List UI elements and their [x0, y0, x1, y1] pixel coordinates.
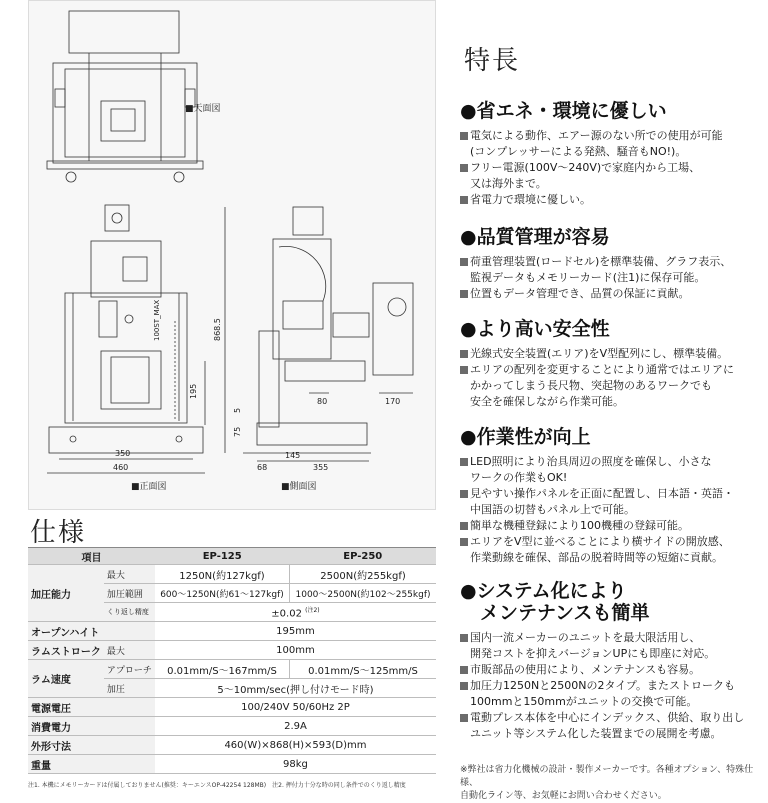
- cell-value: 0.01mm/S～167mm/S: [155, 660, 290, 679]
- list-item: エリアの配列を変更することにより通常ではエリアに かかってしまう長尺物、突起物のあるワークでも 安全を確保しながら作業可能。: [460, 362, 760, 410]
- spec-header-row: [28, 548, 436, 565]
- feature-list: [460, 346, 760, 410]
- cell-value: 1000～2500N(約102～255kgf): [290, 584, 436, 603]
- dim-stroke: 100ST_MAX: [153, 299, 161, 341]
- dim-350: 350: [115, 449, 131, 458]
- table-row: [28, 565, 436, 584]
- dim-868-5: 868.5: [213, 318, 222, 341]
- features-column: [452, 0, 768, 801]
- front-view-label: ■正面図: [131, 482, 167, 492]
- section-heading: ●より高い安全性: [460, 318, 610, 340]
- side-view-label: ■側面図: [281, 482, 317, 492]
- table-row: [28, 755, 436, 774]
- cell-value: 1250N(約127kgf): [155, 565, 290, 584]
- list-item: 電気による動作、エアー源のない所での使用が可能 (コンプレッサーによる発熱、騒音もNO!)。: [460, 128, 760, 160]
- table-row: [28, 736, 436, 755]
- technical-drawing-panel: [28, 0, 436, 510]
- section-heading: ●品質管理が容易: [460, 226, 610, 248]
- dim-145: 145: [285, 451, 301, 460]
- spec-notes: 注1. 本機にメモリーカードは付属しておりません(推奨：キーエンスOP-42254 128MB) 注2. 押付力十分な時の同し条件でのくり返し精度: [28, 782, 406, 789]
- row-label-pressure: 加圧能力: [28, 565, 104, 622]
- front-view-drawing: [47, 205, 205, 473]
- table-row: [28, 698, 436, 717]
- dim-68: 68: [257, 463, 268, 472]
- list-item: 見やすい操作パネルを正面に配置し、日本語・英語・ 中国語の切替もパネル上で可能。: [460, 486, 760, 518]
- spec-title: 仕様: [30, 518, 87, 548]
- top-view-drawing: [47, 11, 203, 182]
- section-heading: ●作業性が向上: [460, 426, 591, 448]
- cell-value: [155, 603, 436, 622]
- sub-label: 最大: [104, 565, 155, 584]
- row-label-open-height: オープンハイト: [28, 622, 155, 641]
- list-item: 電動プレス本体を中心にインデックス、供給、取り出し ユニット等システム化した装置までの展開を考慮。: [460, 710, 760, 742]
- list-item: 市販部品の使用により、メンテナンスも容易。: [460, 662, 760, 678]
- list-item: フリー電源(100V～240V)で家庭内から工場、 又は海外まで。: [460, 160, 760, 192]
- feature-section-quality: [460, 226, 760, 302]
- dim-460: 460: [113, 463, 129, 472]
- cell-value: 195mm: [155, 622, 436, 641]
- row-label-dimension: 外形寸法: [28, 736, 155, 755]
- dim-75: 75: [233, 426, 242, 437]
- section-heading: ●システム化により: [460, 580, 627, 602]
- top-view-label: ■天面図: [185, 104, 221, 114]
- spec-table: [28, 547, 436, 774]
- dim-195: 195: [189, 383, 198, 399]
- cell-value: 5～10mm/sec(押し付けモード時): [155, 679, 436, 698]
- list-item: LED照明により治具周辺の照度を確保し、小さな ワークの作業もOK!: [460, 454, 760, 486]
- cell-value: 2500N(約255kgf): [290, 565, 436, 584]
- row-label-power: 電源電圧: [28, 698, 155, 717]
- cell-value: 2.9A: [155, 717, 436, 736]
- features-title: 特長: [464, 46, 521, 76]
- list-item: 簡単な機種登録により100機種の登録可能。: [460, 518, 760, 534]
- repeat-note: (注2): [305, 606, 320, 614]
- row-label-ram-stroke: ラムストローク: [28, 641, 104, 660]
- list-item: 光線式安全装置(エリア)をV型配列にし、標準装備。: [460, 346, 760, 362]
- list-item: エリアをV型に並べることにより横サイドの開放感、 作業動線を確保、部品の脱着時間等の短縮に貢献。: [460, 534, 760, 566]
- row-label-weight: 重量: [28, 755, 155, 774]
- list-item: 荷重管理装置(ロードセル)を標準装備、グラフ表示、 監視データもメモリーカード(注1)に保存可能。: [460, 254, 760, 286]
- section-heading: ●省エネ・環境に優しい: [460, 100, 667, 122]
- cell-value: 600～1250N(約61～127kgf): [155, 584, 290, 603]
- table-row: [28, 641, 436, 660]
- list-item: 位置もデータ管理でき、品質の保証に貢献。: [460, 286, 760, 302]
- dim-5: 5: [233, 407, 242, 413]
- company-footnote: ※弊社は省力化機械の設計・製作メーカーです。各種オプション、特殊仕様、 自動化ライン等、お気軽にお問い合わせください。: [460, 765, 754, 801]
- dim-80: 80: [317, 397, 328, 406]
- side-view-drawing: [225, 207, 413, 461]
- table-row: [28, 717, 436, 736]
- feature-section-system: [460, 580, 760, 742]
- feature-section-eco: [460, 100, 760, 208]
- table-row: [28, 660, 436, 679]
- feature-list: [460, 454, 760, 566]
- dim-170: 170: [385, 397, 401, 406]
- feature-list: [460, 128, 760, 208]
- feature-section-workability: [460, 426, 760, 566]
- feature-section-safety: [460, 318, 760, 410]
- list-item: 国内一流メーカーのユニットを最大限活用し、 開発コストを抑えバージョンUPにも即座に対応。: [460, 630, 760, 662]
- header-ep125: EP-125: [155, 548, 290, 565]
- cell-value: 100/240V 50/60Hz 2P: [155, 698, 436, 717]
- repeat-value: ±0.02: [271, 608, 302, 620]
- sub-label: アプローチ: [104, 660, 155, 679]
- row-label-ram-speed: ラム速度: [28, 660, 104, 698]
- list-item: 省電力で環境に優しい。: [460, 192, 760, 208]
- sub-label: 加圧範囲: [104, 584, 155, 603]
- cell-value: 460(W)×868(H)×593(D)mm: [155, 736, 436, 755]
- dim-355: 355: [313, 463, 329, 472]
- cell-value: 0.01mm/S～125mm/S: [290, 660, 436, 679]
- feature-list: [460, 630, 760, 742]
- table-row: [28, 622, 436, 641]
- cell-value: 98kg: [155, 755, 436, 774]
- sub-label: 加圧: [104, 679, 155, 698]
- sub-label: くり返し精度: [104, 603, 155, 622]
- header-item: 項目: [28, 548, 155, 565]
- feature-list: [460, 254, 760, 302]
- section-heading-line2: メンテナンスも簡単: [480, 602, 650, 624]
- list-item: 加圧力1250Nと2500Nの2タイプ。またストロークも 100mmと150mmがユニットの交換で可能。: [460, 678, 760, 710]
- header-ep250: EP-250: [290, 548, 436, 565]
- cell-value: 100mm: [155, 641, 436, 660]
- row-label-consumption: 消費電力: [28, 717, 155, 736]
- sub-label: 最大: [104, 641, 155, 660]
